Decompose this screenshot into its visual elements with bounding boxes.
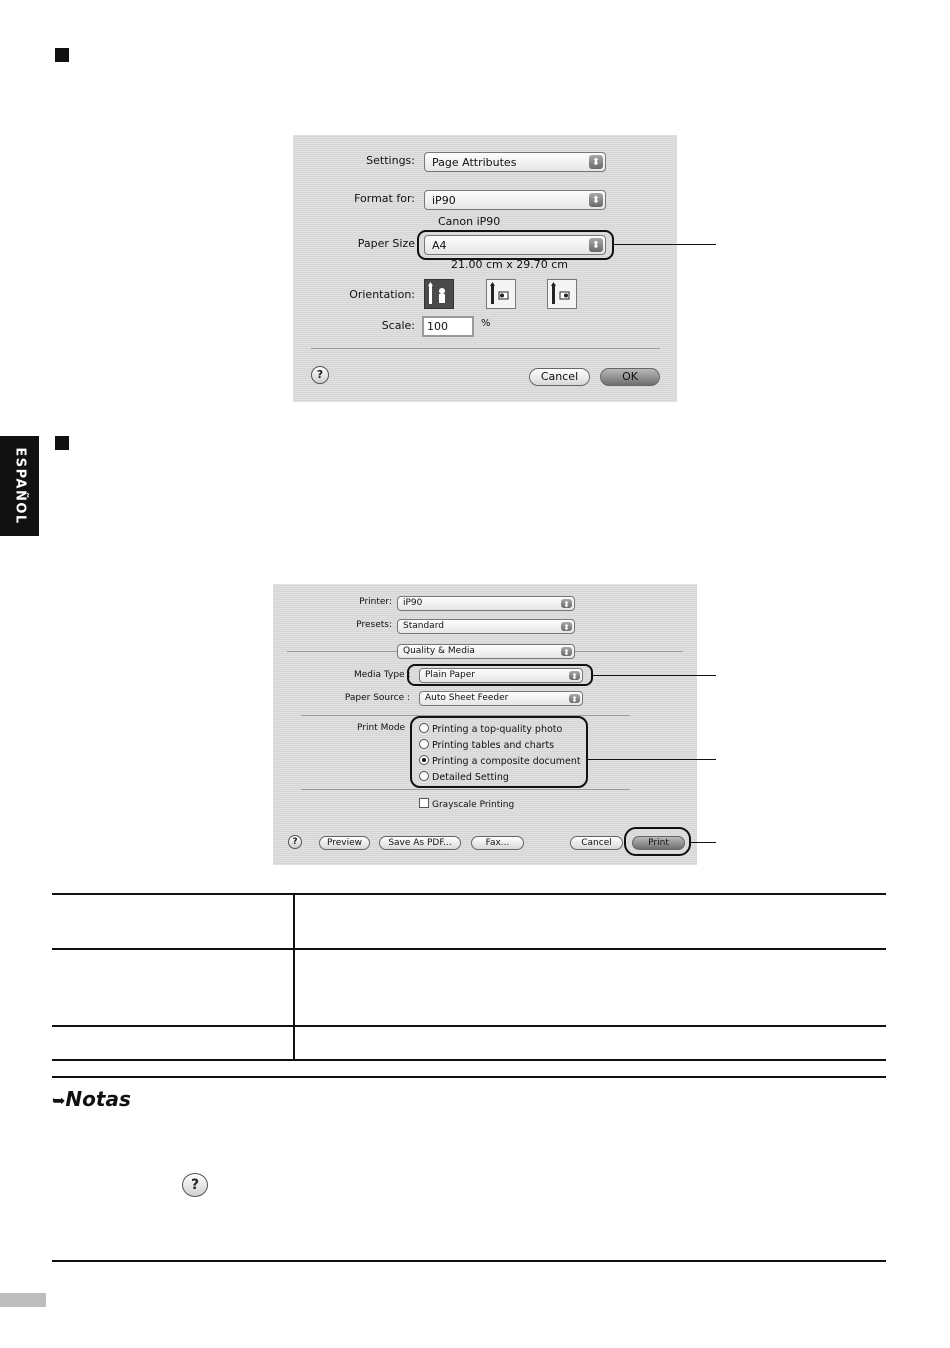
panel-value: Quality & Media <box>403 646 475 656</box>
table-column-divider <box>293 893 295 1061</box>
print-mode-option-label: Printing a top-quality photo <box>432 724 563 735</box>
print-dialog <box>273 584 697 865</box>
dialog-separator <box>311 348 660 349</box>
grayscale-checkbox[interactable] <box>419 798 514 810</box>
print-help-button[interactable] <box>288 835 302 849</box>
grayscale-label: Grayscale Printing <box>432 800 515 810</box>
ok-button[interactable]: OK <box>600 368 660 386</box>
print-mode-callout-line <box>588 759 716 760</box>
popup-arrows-icon: ⬍ <box>569 671 580 680</box>
orientation-landscape-button[interactable] <box>486 279 516 309</box>
reverse-landscape-icon <box>548 280 576 308</box>
help-icon: ? <box>292 837 298 847</box>
language-side-tab <box>0 436 39 536</box>
popup-arrows-icon: ⬍ <box>561 599 572 608</box>
help-icon-illustration <box>182 1173 208 1197</box>
format-for-value: iP90 <box>432 194 456 207</box>
table-rule-top <box>52 893 886 895</box>
print-button[interactable]: Print <box>632 836 685 850</box>
media-type-colon: : <box>407 670 411 680</box>
media-type-highlight <box>407 664 593 686</box>
section-marker-2 <box>55 436 69 450</box>
printer-value: iP90 <box>403 598 423 608</box>
page-number-tab <box>0 1293 46 1307</box>
paper-dimensions-text: 21.00 cm x 29.70 cm <box>451 258 569 271</box>
language-label: ESPAÑOL <box>12 447 27 525</box>
table-rule-row1 <box>52 948 886 950</box>
panel-popup[interactable] <box>397 644 575 659</box>
printer-popup[interactable] <box>397 596 575 611</box>
orientation-reverse-landscape-button[interactable] <box>547 279 577 309</box>
paper-size-callout-line <box>614 244 716 245</box>
print-button-callout-line <box>690 842 716 843</box>
help-button[interactable] <box>311 366 329 384</box>
print-button-highlight <box>624 827 691 856</box>
print-cancel-button[interactable]: Cancel <box>570 836 623 850</box>
media-type-value: Plain Paper <box>425 670 475 680</box>
settings-value: Page Attributes <box>432 156 517 169</box>
printer-model-text: Canon iP90 <box>438 215 501 228</box>
help-icon: ? <box>190 1177 200 1193</box>
help-icon: ? <box>316 368 324 381</box>
settings-label: Settings: <box>366 154 415 167</box>
paper-size-highlight <box>417 230 614 260</box>
popup-arrows-icon: ⬍ <box>589 238 603 252</box>
popup-arrows-icon: ⬍ <box>589 155 603 169</box>
scale-label: Scale: <box>381 319 415 332</box>
print-mode-label: Print Mode <box>357 723 406 733</box>
table-rule-bottom <box>52 1059 886 1061</box>
notes-heading <box>52 1087 131 1111</box>
scale-value: 100 <box>427 320 448 333</box>
print-mode-option-label: Printing a composite document <box>432 756 581 767</box>
portrait-icon <box>425 280 453 308</box>
paper-source-value: Auto Sheet Feeder <box>425 693 509 703</box>
settings-popup[interactable] <box>424 152 606 172</box>
printer-label: Printer: <box>359 597 392 607</box>
scale-input[interactable] <box>422 316 474 337</box>
scale-unit: % <box>481 318 491 329</box>
cancel-button[interactable]: Cancel <box>529 368 590 386</box>
table-rule-row2 <box>52 1025 886 1027</box>
media-type-label-text: Media Type <box>354 670 405 680</box>
popup-arrows-icon: ⬍ <box>561 622 572 631</box>
presets-popup[interactable] <box>397 619 575 634</box>
print-mode-highlight <box>410 716 588 788</box>
media-type-callout-line <box>593 675 716 676</box>
save-as-pdf-button[interactable]: Save As PDF... <box>379 836 461 850</box>
popup-arrows-icon: ⬍ <box>589 193 603 207</box>
format-for-label: Format for: <box>354 192 415 205</box>
popup-arrows-icon: ⬍ <box>569 694 580 703</box>
notes-rule-bottom <box>52 1260 886 1262</box>
presets-label: Presets: <box>356 620 392 630</box>
orientation-portrait-button[interactable] <box>424 279 454 309</box>
presets-value: Standard <box>403 621 444 631</box>
paper-source-label: Paper Source : <box>344 693 410 703</box>
paper-source-popup[interactable] <box>419 691 583 706</box>
landscape-icon <box>487 280 515 308</box>
popup-arrows-icon: ⬍ <box>561 647 572 656</box>
paper-size-label: Paper Size <box>357 237 415 250</box>
print-mode-separator-bottom <box>301 789 630 790</box>
format-for-popup[interactable] <box>424 190 606 210</box>
orientation-label: Orientation: <box>349 288 415 301</box>
grayscale-checkbox-box <box>419 798 429 808</box>
fax-button[interactable]: Fax... <box>471 836 524 850</box>
notes-arrow-icon: ➥ <box>52 1091 66 1110</box>
preview-button[interactable]: Preview <box>319 836 370 850</box>
notes-title-text: Notas <box>65 1087 131 1111</box>
print-mode-option-label: Detailed Setting <box>432 772 509 783</box>
print-mode-option-label: Printing tables and charts <box>432 740 555 751</box>
media-type-label <box>354 670 411 680</box>
page-setup-dialog <box>293 135 677 402</box>
notes-rule-top <box>52 1076 886 1078</box>
paper-size-value: A4 <box>432 239 447 252</box>
section-marker-1 <box>55 48 69 62</box>
